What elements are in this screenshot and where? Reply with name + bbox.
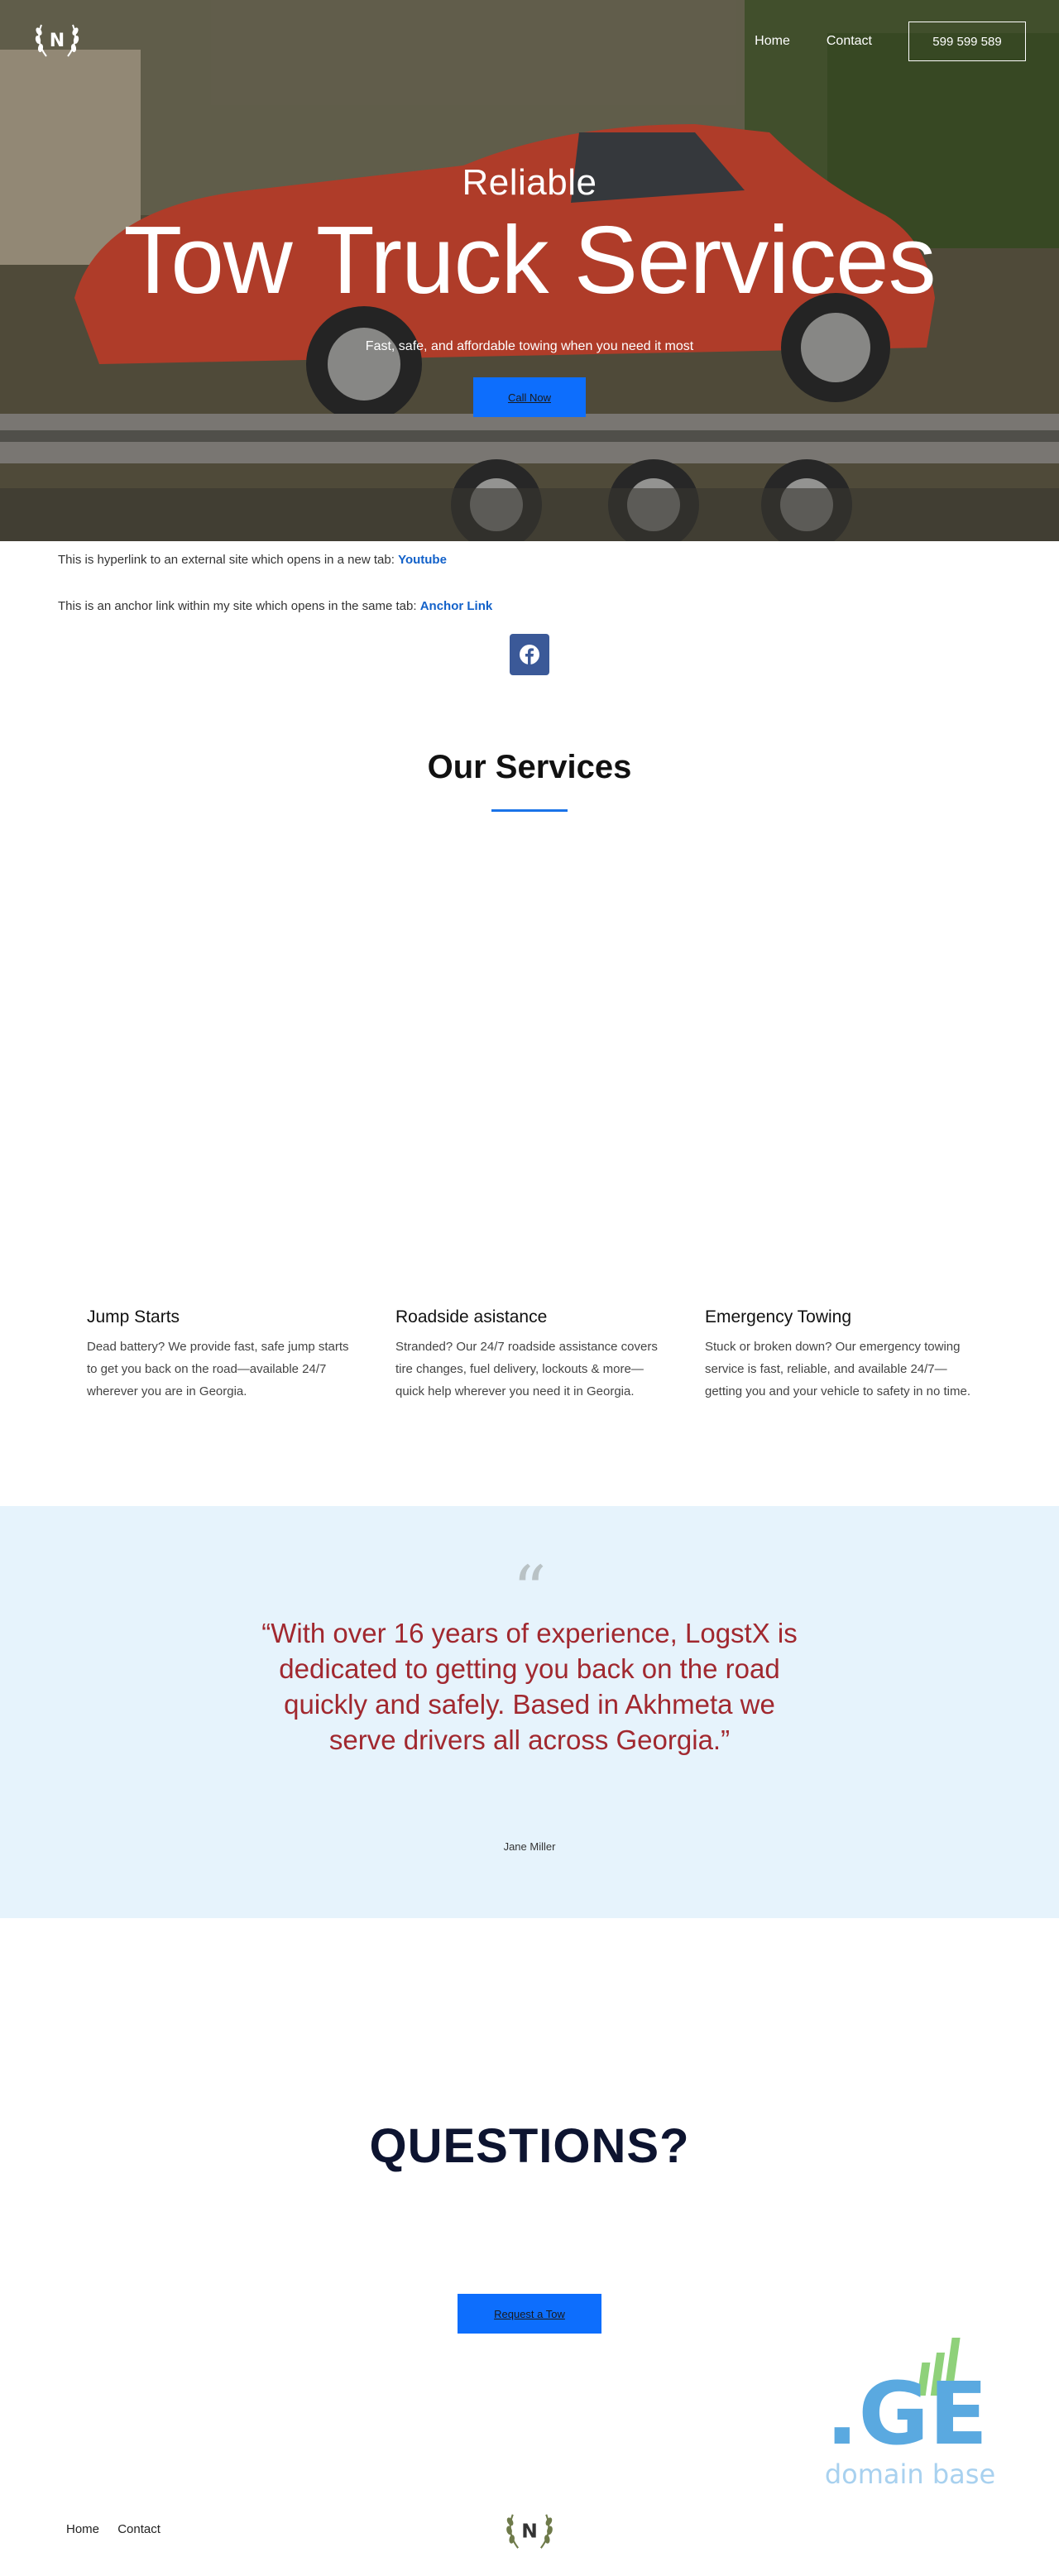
external-link-text: This is hyperlink to an external site which opens in a new tab: (58, 553, 399, 567)
service-description: Dead battery? We provide fast, safe jump starts to get you back on the road—available 24/7 wherever you are in Georgia. (87, 1340, 349, 1398)
service-card-jump-starts (87, 1307, 360, 1403)
quote-icon: “ (512, 1552, 547, 1629)
domain-logo-icon (819, 2329, 1001, 2454)
links-section (58, 553, 492, 645)
domain-caption: domain base (824, 2458, 996, 2490)
hero-eyebrow: Reliable (462, 162, 597, 203)
domain-logo-text: .GE (826, 2363, 988, 2454)
logo-letter: N (521, 2519, 538, 2543)
logo-letter: N (49, 31, 65, 51)
facebook-button[interactable] (510, 634, 549, 675)
header-nav (755, 22, 1026, 61)
nav-contact[interactable]: Contact (826, 34, 872, 48)
hero-section (0, 0, 1059, 541)
testimonial-author: Jane Miller (503, 1840, 556, 1853)
laurel-logo-icon (31, 18, 83, 65)
hero-title: Tow Truck Services (123, 206, 936, 314)
service-title: Jump Starts (87, 1307, 180, 1326)
testimonial-section (0, 1506, 1059, 1918)
laurel-logo-icon (502, 2507, 557, 2557)
phone-button[interactable]: 599 599 589 (908, 22, 1026, 61)
call-now-button[interactable]: Call Now (473, 377, 586, 417)
external-link-line (58, 553, 492, 599)
facebook-icon (519, 644, 540, 665)
hero-subtitle: Fast, safe, and affordable towing when you need it most (365, 339, 694, 353)
nav-home[interactable]: Home (755, 34, 790, 48)
hero-text (0, 162, 1059, 354)
anchor-link[interactable]: Anchor Link (419, 599, 493, 613)
youtube-link[interactable]: Youtube (398, 553, 447, 567)
service-title: Emergency Towing (705, 1307, 852, 1326)
testimonial-quote: “With over 16 years of experience, LogstX is dedicated to getting you back on the road quickly and safely. Based in Akhmeta we serve drivers all across Georgia.” (261, 1618, 798, 1755)
site-logo[interactable] (31, 18, 83, 65)
anchor-link-text: This is an anchor link within my site which opens in the same tab: (58, 599, 420, 613)
service-card-roadside (395, 1307, 668, 1403)
services-title: Our Services (427, 749, 632, 785)
service-description: Stuck or broken down? Our emergency towing service is fast, reliable, and available 24/7—getting you and your vehicle to safety in no time. (705, 1340, 971, 1398)
footer-logo[interactable] (502, 2507, 557, 2557)
services-divider (491, 809, 568, 812)
service-card-emergency-towing (705, 1307, 978, 1403)
anchor-link-line (58, 599, 492, 645)
request-tow-button[interactable]: Request a Tow (458, 2294, 601, 2334)
footer-nav-home[interactable]: Home (66, 2522, 100, 2536)
questions-title: QUESTIONS? (369, 2119, 690, 2173)
domain-watermark (819, 2329, 1009, 2495)
service-description: Stranded? Our 24/7 roadside assistance covers tire changes, fuel delivery, lockouts & more—quick help wherever you need it in Georgia. (395, 1340, 658, 1398)
footer-nav-contact[interactable]: Contact (117, 2522, 161, 2536)
footer-nav (66, 2522, 175, 2536)
service-title: Roadside asistance (395, 1307, 548, 1326)
